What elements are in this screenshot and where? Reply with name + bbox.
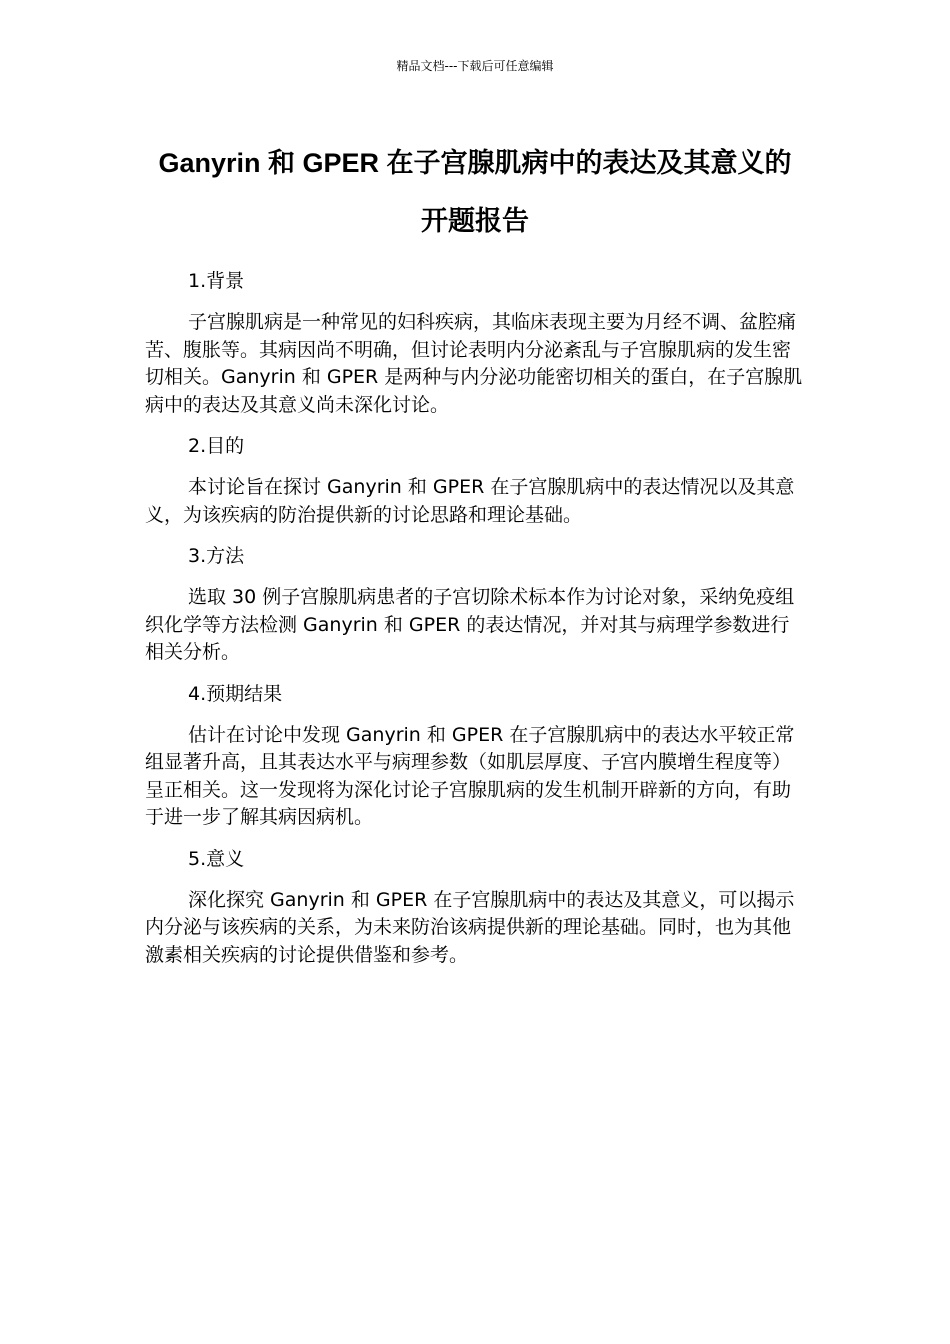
section-expected-results: [145, 681, 807, 832]
section-heading: 4.预期结果: [188, 682, 283, 705]
section-paragraph: 选取 30 例子宫腺肌病患者的子宫切除术标本作为讨论对象，采纳免疫组织化学等方法检测 Ganyrin 和 GPER 的表达情况，并对其与病理学参数进行相关分析。: [145, 586, 795, 663]
section-background: [145, 268, 807, 419]
section-paragraph: 估计在讨论中发现 Ganyrin 和 GPER 在子宫腺肌病中的表达水平较正常组显著升高，且其表达水平与病理参数（如肌层厚度、子宫内膜增生程度等）呈正相关。这一发现将为深化讨论子宫腺肌病的发生机制开辟新的方向，有助于进一步了解其病因病机。: [145, 723, 795, 828]
document-title-line-1: Ganyrin 和 GPER 在子宫腺肌病中的表达及其意义的: [158, 148, 792, 178]
document-title: [100, 134, 850, 250]
section-significance: [145, 846, 807, 970]
section-heading: 2.目的: [188, 435, 245, 457]
header-watermark-text: 精品文档---下载后可任意编辑: [396, 59, 554, 73]
section-heading: 1.背景: [188, 270, 245, 292]
section-paragraph: 子宫腺肌病是一种常见的妇科疾病，其临床表现主要为月经不调、盆腔痛苦、腹胀等。其病因尚不明确，但讨论表明内分泌紊乱与子宫腺肌病的发生密切相关。Ganyrin 和 GPER 是两种与内分泌功能密切相关的蛋白，在子宫腺肌病中的表达及其意义尚未深化讨论。: [145, 311, 803, 416]
page-header: [0, 58, 950, 74]
section-heading: 5.意义: [188, 847, 245, 870]
section-heading: 3.方法: [188, 545, 245, 567]
section-purpose: [145, 433, 807, 529]
document-body: [145, 268, 807, 983]
section-paragraph: 深化探究 Ganyrin 和 GPER 在子宫腺肌病中的表达及其意义，可以揭示内分泌与该疾病的关系，为未来防治该病提供新的理论基础。同时，也为其他激素相关疾病的讨论提供借鉴和参考。: [145, 888, 795, 966]
document-title-line-2: 开题报告: [421, 206, 529, 236]
section-paragraph: 本讨论旨在探讨 Ganyrin 和 GPER 在子宫腺肌病中的表达情况以及其意义，为该疾病的防治提供新的讨论思路和理论基础。: [145, 476, 795, 526]
section-method: [145, 543, 807, 667]
